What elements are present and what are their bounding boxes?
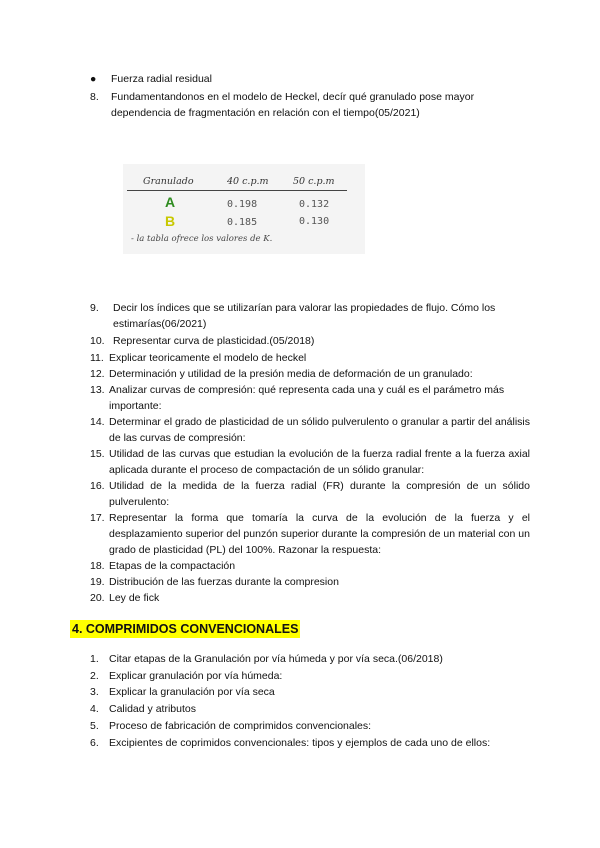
question-15 — [90, 446, 530, 478]
question-text: Representar la forma que tomaría la curva de la evolución de la fuerza y el desplazamiento superior del punzón superior durante la compresión de un material con un grado de plasticidad (PL) del 100%. Razonar la respuesta: — [109, 512, 530, 557]
question-number: 8. — [90, 91, 99, 103]
question-text: Determinar el grado de plasticidad de un sólido pulverulento o granular a partir del análisis de las curvas de compresión: — [109, 416, 530, 445]
question-text: Explicar teoricamente el modelo de heckel — [109, 352, 307, 364]
section-item-6 — [90, 735, 550, 751]
item-text: Calidad y atributos — [109, 703, 196, 715]
row-b-label: B — [165, 213, 176, 229]
question-number: 20. — [90, 592, 105, 604]
question-19 — [90, 574, 530, 590]
question-number: 16. — [90, 480, 105, 492]
question-text: Decir los índices que se utilizarían para valorar las propiedades de flujo. Cómo los estimarías(06/2021) — [113, 302, 496, 331]
question-text: Ley de fick — [109, 592, 160, 604]
table-rule — [127, 190, 347, 191]
question-text: Etapas de la compactación — [109, 560, 236, 572]
item-number: 3. — [90, 686, 99, 698]
row-b-50: 0.130 — [299, 216, 330, 227]
col-granulado: Granulado — [143, 176, 194, 187]
section-item-5 — [90, 718, 530, 734]
question-text: Utilidad de la medida de la fuerza radial (FR) durante la compresión de un sólido pulverulento: — [109, 480, 530, 509]
item-number: 6. — [90, 737, 99, 749]
col-50cpm: 50 c.p.m — [293, 176, 335, 187]
question-number: 14. — [90, 416, 105, 428]
item-text: Explicar granulación por vía húmeda: — [109, 670, 283, 682]
question-number: 10. — [90, 335, 105, 347]
question-number: 11. — [90, 352, 104, 364]
question-text: Representar curva de plasticidad.(05/2018) — [113, 335, 315, 347]
question-number: 18. — [90, 560, 105, 572]
question-number: 9. — [90, 302, 99, 314]
bullet-item — [90, 72, 212, 86]
row-a-40: 0.198 — [227, 199, 258, 210]
question-number: 15. — [90, 448, 105, 460]
question-14 — [90, 414, 530, 446]
section-item-1 — [90, 651, 530, 667]
row-b-40: 0.185 — [227, 217, 258, 228]
section-item-4 — [90, 701, 530, 717]
item-text: Citar etapas de la Granulación por vía húmeda y por vía seca.(06/2018) — [109, 653, 443, 665]
question-number: 12. — [90, 368, 105, 380]
item-text: Excipientes de coprimidos convencionales: tipos y ejemplos de cada uno de ellos: — [109, 737, 491, 749]
row-a-label: A — [165, 194, 176, 210]
item-text: Explicar la granulación por vía seca — [109, 686, 275, 698]
row-a-50: 0.132 — [299, 199, 330, 210]
item-number: 1. — [90, 653, 99, 665]
question-number: 19. — [90, 576, 105, 588]
question-13 — [90, 382, 530, 414]
bullet-text: Fuerza radial residual — [111, 73, 212, 85]
section-heading: 4. COMPRIMIDOS CONVENCIONALES — [72, 622, 299, 636]
question-12 — [90, 366, 530, 382]
question-8 — [90, 89, 510, 121]
bullet-dot-icon: ● — [90, 73, 97, 85]
question-18 — [90, 558, 530, 574]
question-text: Determinación y utilidad de la presión media de deformación de un granulado: — [109, 368, 473, 380]
section-item-3 — [90, 684, 530, 700]
table-note: - la tabla ofrece los valores de K. — [131, 234, 273, 244]
question-10 — [90, 333, 530, 349]
item-number: 4. — [90, 703, 99, 715]
section-item-2 — [90, 668, 530, 684]
question-17 — [90, 510, 530, 559]
question-20 — [90, 590, 530, 606]
question-number: 13. — [90, 384, 105, 396]
question-text: Fundamentandonos en el modelo de Heckel, decír qué granulado pose mayor dependencia de fragmentación en relación con el tiempo(05/2021) — [111, 91, 475, 120]
question-16 — [90, 478, 530, 510]
question-text: Utilidad de las curvas que estudian la evolución de la fuerza radial frente a la fuerza axial aplicada durante el proceso de compactación de un sólido granular: — [109, 448, 530, 477]
question-text: Distribución de las fuerzas durante la compresion — [109, 576, 339, 588]
question-11 — [90, 350, 530, 366]
item-number: 2. — [90, 670, 99, 682]
col-40cpm: 40 c.p.m — [227, 176, 269, 187]
question-number: 17. — [90, 512, 105, 524]
heckel-table-image — [123, 164, 365, 254]
question-9 — [90, 300, 520, 332]
item-text: Proceso de fabricación de comprimidos convencionales: — [109, 720, 372, 732]
item-number: 5. — [90, 720, 99, 732]
question-text: Analizar curvas de compresión: qué representa cada una y cuál es el parámetro más importante: — [109, 384, 505, 413]
